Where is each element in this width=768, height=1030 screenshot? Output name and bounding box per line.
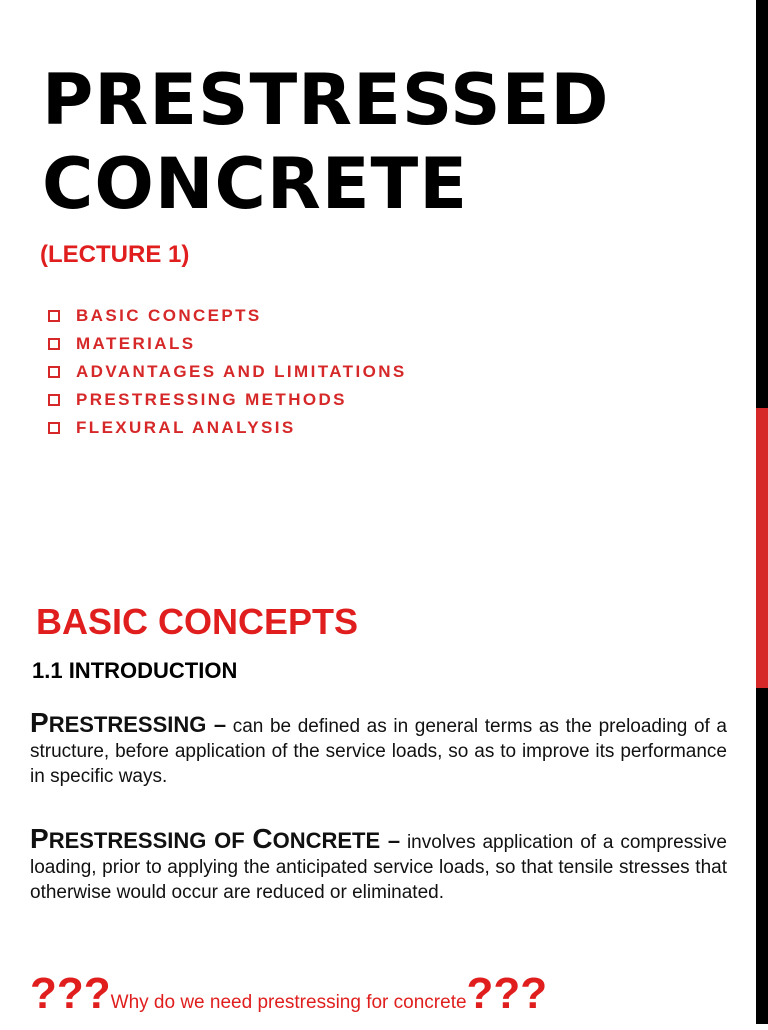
term-dash: – (206, 712, 227, 737)
question-line (30, 968, 547, 1030)
topic-label: ADVANTAGES AND LIMITATIONS (76, 362, 407, 381)
checkbox-square-icon (48, 338, 60, 350)
term-rest: RESTRESSING OF (48, 828, 253, 853)
definition-term (30, 823, 401, 854)
term-initial: P (30, 707, 49, 738)
checkbox-square-icon (48, 310, 60, 322)
topic-item (48, 386, 407, 414)
question-text: Why do we need prestressing for concrete (110, 992, 467, 1013)
term-rest: ONCRETE (272, 828, 381, 853)
sub-heading: 1.1 INTRODUCTION (32, 658, 238, 683)
topic-item (48, 414, 407, 442)
term-initial: C (252, 823, 273, 854)
topic-item (48, 330, 407, 358)
topic-list (48, 302, 407, 442)
term-rest: RESTRESSING (48, 712, 207, 737)
topic-label: FLEXURAL ANALYSIS (76, 418, 296, 437)
lecture-subtitle: (LECTURE 1) (40, 241, 190, 268)
title-line-1: PRESTRESSED (42, 59, 610, 141)
topic-item (48, 358, 407, 386)
prestressing-definition (30, 707, 727, 789)
prestressing-of-concrete-definition (30, 823, 727, 905)
term-initial: P (30, 823, 49, 854)
definition-body: involves application of a compressive loading, prior to applying the anticipated service loads, so that tensile stresses that otherwise would occur are reduced or eliminated. (30, 832, 727, 903)
definition-term (30, 707, 227, 738)
topic-label: BASIC CONCEPTS (76, 306, 262, 325)
topic-item (48, 302, 407, 330)
question-marks-left: ??? (30, 969, 111, 1018)
question-marks-right: ??? (466, 969, 548, 1018)
topic-label: PRESTRESSING METHODS (76, 390, 347, 409)
slide-title (42, 58, 610, 226)
title-line-2: CONCRETE (42, 143, 469, 225)
checkbox-square-icon (48, 394, 60, 406)
checkbox-square-icon (48, 422, 60, 434)
right-edge-accent (756, 408, 768, 688)
term-dash: – (380, 828, 401, 853)
section-heading: BASIC CONCEPTS (36, 601, 359, 642)
topic-label: MATERIALS (76, 334, 196, 353)
definition-body: can be defined as in general terms as the preloading of a structure, before application of the service loads, so as to improve its performance in specific ways. (30, 716, 727, 787)
checkbox-square-icon (48, 366, 60, 378)
